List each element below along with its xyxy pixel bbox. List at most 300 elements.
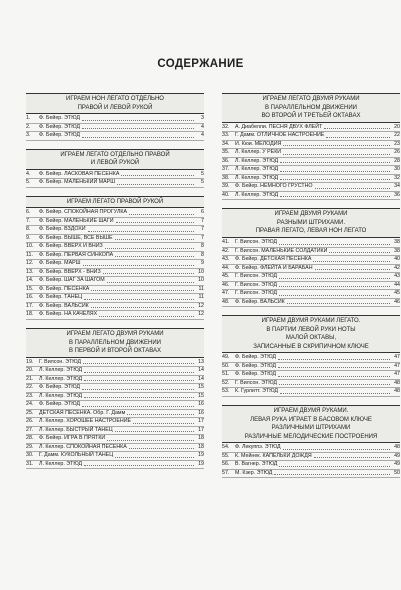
- toc-entry: [222, 175, 400, 184]
- entry-title: Ф. Бейер. ТАНЕЦ: [39, 294, 83, 301]
- entry-page-number: 6: [201, 209, 204, 216]
- entry-title: Ф. Бейер. ШАГ ЗА ШАГОМ: [39, 277, 105, 284]
- entry-page-number: 28: [394, 157, 400, 164]
- toc-entry: [26, 311, 204, 320]
- toc-section: [26, 93, 204, 141]
- entry-title: Ф. Бейер. ВАЛЬСИК: [235, 298, 285, 305]
- entry-page-number: 17: [198, 426, 204, 433]
- entry-title: Ф. Бейер. НА КАЧЕЛЯХ: [39, 311, 98, 318]
- entry-page-number: 44: [394, 281, 400, 288]
- dot-leader: [280, 196, 390, 197]
- toc-entry: [26, 393, 204, 402]
- dot-leader: [82, 406, 194, 407]
- toc-entry: [222, 132, 400, 141]
- entry-page-number: 46: [394, 298, 400, 305]
- entry-title: Ф. Бейер. МАЛЕНЬКИЙ МАРШ: [39, 179, 116, 186]
- dot-leader: [280, 393, 390, 394]
- entry-number: 40.: [222, 191, 230, 198]
- dot-leader: [115, 457, 194, 458]
- entry-title: Л. Келлер. ЭТЮД: [235, 166, 279, 173]
- entry-title: Л. Келлер. ХОРОШЕЕ НАСТРОЕНИЕ: [39, 418, 132, 425]
- toc-entry: [26, 410, 204, 419]
- dot-leader: [324, 128, 390, 129]
- section-title-line: ИГРАЕМ ЛЕГАТО ОТДЕЛЬНО ПРАВОЙ: [60, 151, 170, 158]
- toc-entry: [26, 444, 204, 453]
- section-title-line: В ПАРТИИ ЛЕВОЙ РУКИ НОТЫ: [266, 326, 356, 333]
- toc-entry: [26, 277, 204, 286]
- entry-title: Ф. Бейер. ЭТЮД: [39, 115, 80, 122]
- entry-title: Г. Дамм. ОТЛИЧНОЕ НАСТРОЕНИЕ: [235, 132, 325, 139]
- toc-entry: [222, 453, 400, 462]
- entry-title: Ф. Бейер. ПЕРВАЯ СИНКОПА: [39, 251, 114, 258]
- section-title-line: ЗАПИСАННЫЕ В СКРИПИЧНОМ КЛЮЧЕ: [253, 343, 369, 350]
- entry-page-number: 7: [201, 234, 204, 241]
- entry-page-number: 4: [201, 132, 204, 139]
- toc-entry: [222, 192, 400, 201]
- toc-section: [222, 315, 400, 397]
- dot-leader: [280, 162, 390, 163]
- dot-leader: [133, 423, 194, 424]
- toc-section: [222, 208, 400, 307]
- entry-page-number: 50: [394, 469, 400, 476]
- dot-leader: [82, 120, 194, 121]
- entry-number: 42.: [222, 247, 230, 254]
- section-title-line: РАЗНЫМИ ШТРИХАМИ.: [276, 219, 346, 226]
- toc-section: [26, 328, 204, 469]
- entry-page-number: 49: [394, 461, 400, 468]
- toc-left-column: [26, 93, 204, 477]
- entry-title: Г. Дамм. КУКОЛЬНЫЙ ТАНЕЦ: [39, 452, 114, 459]
- toc-entry: [222, 149, 400, 158]
- section-title: [26, 328, 204, 358]
- entry-number: 11.: [26, 251, 33, 258]
- entry-number: 9.: [26, 234, 31, 241]
- dot-leader: [283, 154, 390, 155]
- entry-page-number: 40: [394, 256, 400, 263]
- entry-page-number: 7: [201, 226, 204, 233]
- section-title: [26, 149, 204, 170]
- section-title-line: ИГРАЕМ ЛЕГАТО ДВУМЯ РУКАМИ: [66, 330, 164, 337]
- entry-number: 28.: [26, 435, 34, 442]
- entry-page-number: 12: [198, 311, 204, 318]
- entry-number: 13.: [26, 268, 34, 275]
- entry-title: Л. Келлер. ЭТЮД: [235, 191, 279, 198]
- entry-number: 39.: [222, 183, 230, 190]
- entry-number: 29.: [26, 443, 34, 450]
- dot-leader: [287, 303, 390, 304]
- entry-number: 45.: [222, 273, 230, 280]
- entry-page-number: 19: [198, 452, 204, 459]
- section-title-line: ПРАВОЙ И ЛЕВОЙ РУКОЙ: [77, 104, 153, 111]
- toc-entry: [222, 290, 400, 299]
- entry-number: 34.: [222, 140, 230, 147]
- toc-entry: [26, 132, 204, 141]
- entry-number: 22.: [26, 384, 34, 391]
- entry-title: Ф. Бейер. ЭТЮД: [39, 401, 80, 408]
- entry-number: 27.: [26, 426, 34, 433]
- toc-entry: [222, 299, 400, 308]
- dot-leader: [279, 384, 390, 385]
- dot-leader: [279, 466, 390, 467]
- entry-number: 44.: [222, 264, 230, 271]
- entry-page-number: 32: [394, 174, 400, 181]
- toc-entry: [26, 435, 204, 444]
- entry-number: 1.: [26, 115, 31, 122]
- entry-title: Л. Келлер. СПОКОЙНАЯ ПЕСЕНКА: [39, 443, 127, 450]
- dot-leader: [279, 244, 390, 245]
- dot-leader: [274, 474, 390, 475]
- entry-title: В. Вагнер. ЭТЮД: [235, 461, 278, 468]
- toc-entry: [222, 388, 400, 397]
- entry-title: Ф. Бейер. СПОКОЙНАЯ ПРОГУЛКА: [39, 209, 128, 216]
- toc-entry: [222, 470, 400, 479]
- entry-title: Г. Вилсон. ЭТЮД: [235, 290, 278, 297]
- dot-leader: [314, 457, 390, 458]
- toc-entry: [222, 166, 400, 175]
- entry-number: 41.: [222, 239, 230, 246]
- entry-title: Г. Вилсон. ЭТЮД: [39, 358, 82, 365]
- toc-section: [26, 149, 204, 188]
- entry-title: Л. Келлер. ЭТЮД: [39, 460, 83, 467]
- entry-page-number: 38: [394, 239, 400, 246]
- dot-leader: [82, 137, 194, 138]
- entry-page-number: 14: [198, 367, 204, 374]
- entry-number: 56.: [222, 461, 230, 468]
- entry-page-number: 47: [394, 362, 400, 369]
- entry-page-number: 5: [201, 179, 204, 186]
- entry-page-number: 8: [201, 243, 204, 250]
- entry-number: 57.: [222, 469, 230, 476]
- section-title-line: ПРАВАЯ ЛЕГАТО, ЛЕВАЯ НОН ЛЕГАТО: [255, 228, 367, 235]
- entry-title: Л. Келлер. ЭТЮД: [235, 174, 279, 181]
- entry-page-number: 42: [394, 264, 400, 271]
- toc-section: [222, 93, 400, 200]
- dot-leader: [280, 171, 390, 172]
- entry-number: 14.: [26, 277, 34, 284]
- section-title-line: ИГРАЕМ ЛЕГАТО ДВУМЯ РУКАМИ: [262, 96, 360, 102]
- toc-entry: [26, 115, 204, 124]
- entry-number: 55.: [222, 452, 230, 459]
- section-title: [222, 208, 400, 238]
- dot-leader: [279, 295, 390, 296]
- toc-entry: [222, 183, 400, 192]
- entry-page-number: 26: [394, 149, 400, 156]
- dot-leader: [280, 179, 390, 180]
- section-title-line: ИГРАЕМ ЛЕГАТО ПРАВОЙ РУКОЙ: [66, 198, 164, 205]
- entry-title: Ф. Бейер. ЛАСКОВАЯ ПЕСЕНКА: [39, 170, 120, 177]
- entry-page-number: 47: [394, 371, 400, 378]
- dot-leader: [127, 414, 194, 415]
- toc-entry: [222, 141, 400, 150]
- dot-leader: [121, 175, 194, 176]
- entry-number: 50.: [222, 362, 230, 369]
- entry-number: 37.: [222, 166, 230, 173]
- section-title-line: ИГРАЕМ ДВУМЯ РУКАМИ ЛЕГАТО.: [261, 318, 361, 325]
- entry-title: Ф. Бейер. ПЕСЕНКА: [39, 285, 90, 292]
- entry-number: 32.: [222, 123, 230, 130]
- entry-page-number: 18: [198, 435, 204, 442]
- entry-number: 36.: [222, 157, 230, 164]
- section-title-line: ИГРАЕМ НОН ЛЕГАТО ОТДЕЛЬНО: [66, 96, 164, 102]
- entry-number: 18.: [26, 311, 34, 318]
- entry-page-number: 49: [394, 452, 400, 459]
- entry-title: Л. Келлер. ЭТЮД: [39, 367, 83, 374]
- entry-number: 33.: [222, 132, 230, 139]
- dot-leader: [82, 389, 194, 390]
- entry-title: М. Кзер. ЭТЮД: [235, 469, 273, 476]
- section-title-line: ИГРАЕМ ДВУМЯ РУКАМИ.: [273, 407, 349, 414]
- entry-title: Ф. Бейер. ВЗДОХИ: [39, 226, 86, 233]
- toc-right-column: [222, 93, 400, 486]
- section-title-line: ЛЕВАЯ РУКА ИГРАЕТ В БАСОВОМ КЛЮЧЕ: [250, 416, 372, 423]
- toc-entry: [222, 124, 400, 133]
- page-title: СОДЕРЖАНИЕ: [157, 58, 244, 70]
- entry-page-number: 14: [198, 375, 204, 382]
- toc-entry: [222, 239, 400, 248]
- entry-number: 38.: [222, 174, 230, 181]
- entry-page-number: 48: [394, 444, 400, 451]
- entry-number: 26.: [26, 418, 34, 425]
- entry-title: А. Диабелли. ПЕСНЯ ДВУХ ФЛЕЙТ: [235, 123, 323, 130]
- toc-entry: [222, 158, 400, 167]
- dot-leader: [103, 273, 194, 274]
- toc-entry: [222, 461, 400, 470]
- dot-leader: [105, 248, 194, 249]
- dot-leader: [84, 372, 194, 373]
- entry-page-number: 4: [201, 123, 204, 130]
- entry-page-number: 18: [198, 443, 204, 450]
- entry-page-number: 34: [394, 183, 400, 190]
- entry-page-number: 17: [198, 418, 204, 425]
- dot-leader: [91, 307, 194, 308]
- entry-page-number: 30: [394, 166, 400, 173]
- entry-page-number: 11: [198, 285, 204, 292]
- dot-leader: [129, 214, 194, 215]
- entry-page-number: 47: [394, 354, 400, 361]
- dot-leader: [278, 359, 390, 360]
- section-title: [222, 93, 400, 123]
- toc-entry: [26, 401, 204, 410]
- entry-number: 10.: [26, 243, 34, 250]
- toc-entry: [222, 380, 400, 389]
- entry-title: Ф. Бейер. ЭТЮД: [235, 371, 276, 378]
- entry-title: К. Гурлитт. ЭТЮД: [235, 388, 278, 395]
- toc-entry: [26, 260, 204, 269]
- entry-title: Ф. Бейер. ИГРА В ПРЯТКИ: [39, 435, 106, 442]
- dot-leader: [83, 265, 194, 266]
- section-title-line: ВО ВТОРОЙ И ТРЕТЬЕЙ ОКТАВАХ: [261, 113, 361, 120]
- entry-number: 17.: [26, 302, 34, 309]
- entry-page-number: 15: [198, 384, 204, 391]
- toc-entry: [26, 452, 204, 461]
- dot-leader: [313, 261, 390, 262]
- dot-leader: [278, 367, 390, 368]
- entry-page-number: 23: [394, 140, 400, 147]
- entry-number: 30.: [26, 452, 34, 459]
- entry-number: 51.: [222, 371, 230, 378]
- dot-leader: [315, 269, 390, 270]
- entry-title: Ф. Бейер. ЭТЮД: [39, 123, 80, 130]
- section-title-line: ИГРАЕМ ДВУМЯ РУКАМИ: [274, 211, 348, 218]
- dot-leader: [117, 184, 194, 185]
- entry-page-number: 10: [198, 277, 204, 284]
- entry-page-number: 11: [198, 294, 204, 301]
- entry-title: Ф. Бейер. НЕМНОГО ГРУСТНО: [235, 183, 313, 190]
- entry-page-number: 15: [198, 392, 204, 399]
- entry-title: Ф. Бейер. ФЛЕЙТА И БАРАБАН: [235, 264, 313, 271]
- entry-number: 6.: [26, 209, 31, 216]
- toc-entry: [222, 248, 400, 257]
- entry-number: 52.: [222, 379, 230, 386]
- entry-number: 25.: [26, 409, 34, 416]
- dot-leader: [99, 316, 194, 317]
- dot-leader: [326, 137, 390, 138]
- toc-entry: [222, 444, 400, 453]
- dot-leader: [283, 145, 390, 146]
- dot-leader: [88, 231, 194, 232]
- toc-entry: [222, 354, 400, 363]
- entry-number: 35.: [222, 149, 230, 156]
- entry-number: 49.: [222, 354, 230, 361]
- toc-entry: [26, 367, 204, 376]
- entry-page-number: 13: [198, 358, 204, 365]
- entry-title: Ф. Бейер. ЭТЮД: [235, 362, 276, 369]
- dot-leader: [279, 286, 390, 287]
- entry-title: Ф. Бейер. ЭТЮД: [39, 132, 80, 139]
- entry-page-number: 48: [394, 379, 400, 386]
- entry-number: 3.: [26, 132, 31, 139]
- toc-entry: [26, 359, 204, 368]
- entry-page-number: 7: [201, 217, 204, 224]
- entry-title: Л. Келлер. У РЕКИ: [235, 149, 282, 156]
- dot-leader: [82, 128, 194, 129]
- entry-title: Л. Келлер. БЫСТРЫЙ ТАНЕЦ: [39, 426, 113, 433]
- entry-number: 8.: [26, 226, 31, 233]
- entry-title: Г. Вилсон. ЭТЮД: [235, 273, 278, 280]
- toc-section: [26, 196, 204, 320]
- entry-title: Л. Келлер. ЭТЮД: [39, 392, 83, 399]
- entry-title: Г. Вилсон. ЭТЮД: [235, 379, 278, 386]
- entry-page-number: 20: [394, 123, 400, 130]
- entry-number: 7.: [26, 217, 31, 224]
- section-title: [26, 196, 204, 209]
- entry-page-number: 38: [394, 247, 400, 254]
- entry-page-number: 19: [198, 460, 204, 467]
- entry-page-number: 12: [198, 302, 204, 309]
- dot-leader: [83, 363, 194, 364]
- entry-title: Ф. Бейер. ВВЕРХ - ВНИЗ: [39, 268, 101, 275]
- entry-title: Ф. Бейер. МАРШ: [39, 260, 81, 267]
- entry-title: Ф. Бейер. ЭТЮД: [235, 354, 276, 361]
- entry-title: К. Мейнек. КАПЕЛЬКИ ДОЖДЯ: [235, 452, 312, 459]
- dot-leader: [107, 440, 194, 441]
- section-title-line: МАЛОЙ ОКТАВЫ,: [285, 335, 337, 342]
- entry-number: 47.: [222, 290, 230, 297]
- entry-title: И. Кюи. МЕЛОДИЯ: [235, 140, 282, 147]
- entry-page-number: 45: [394, 290, 400, 297]
- entry-number: 19.: [26, 358, 34, 365]
- entry-number: 12.: [26, 260, 34, 267]
- dot-leader: [84, 299, 194, 300]
- toc-entry: [222, 273, 400, 282]
- toc-entry: [26, 427, 204, 436]
- toc-entry: [26, 179, 204, 188]
- entry-page-number: 3: [201, 115, 204, 122]
- entry-number: 5.: [26, 179, 31, 186]
- dot-leader: [283, 449, 390, 450]
- section-title-line: РАЗЛИЧНЫМИ ШТРИХАМИ: [271, 425, 351, 432]
- toc-section: [222, 405, 400, 478]
- entry-page-number: 8: [201, 251, 204, 258]
- toc-entry: [26, 243, 204, 252]
- entry-number: 15.: [26, 285, 34, 292]
- toc-entry: [26, 384, 204, 393]
- entry-number: 53.: [222, 388, 230, 395]
- entry-title: Ф. Бейер. ВАЛЬСИК: [39, 302, 89, 309]
- entry-title: Г. Вилсон. МАЛЕНЬКИЕ СОЛДАТИКИ: [235, 247, 328, 254]
- section-title: [222, 315, 400, 353]
- entry-number: 2.: [26, 123, 31, 130]
- entry-page-number: 5: [201, 170, 204, 177]
- toc-entry: [26, 461, 204, 470]
- dot-leader: [84, 397, 194, 398]
- entry-title: Ф. Бейер. ВЫШЕ, ВСЕ ВЫШЕ: [39, 234, 113, 241]
- entry-number: 24.: [26, 401, 34, 408]
- toc-entry: [26, 376, 204, 385]
- entry-title: Ф. Бейер. МАЛЕНЬКИЕ ШАГИ: [39, 217, 114, 224]
- entry-title: Г. Вилсон. ЭТЮД: [235, 281, 278, 288]
- entry-title: Ф. Бейер. ДЕТСКАЯ ПЕСЕНКА: [235, 256, 312, 263]
- entry-title: Л. Келлер. ЭТЮД: [235, 157, 279, 164]
- entry-page-number: 22: [394, 132, 400, 139]
- section-title: [222, 405, 400, 443]
- entry-number: 16.: [26, 294, 34, 301]
- section-title: [26, 93, 204, 114]
- toc-entry: [222, 256, 400, 265]
- entry-page-number: 36: [394, 191, 400, 198]
- toc-entry: [26, 418, 204, 427]
- dot-leader: [116, 222, 194, 223]
- entry-number: 20.: [26, 367, 34, 374]
- toc-entry: [26, 226, 204, 235]
- toc-entry: [222, 282, 400, 291]
- entry-number: 48.: [222, 298, 230, 305]
- dot-leader: [115, 256, 194, 257]
- dot-leader: [91, 290, 194, 291]
- dot-leader: [278, 376, 390, 377]
- entry-number: 31.: [26, 460, 34, 467]
- entry-title: Ф. Бейер. ЭТЮД: [39, 384, 80, 391]
- entry-number: 4.: [26, 170, 31, 177]
- dot-leader: [107, 282, 194, 283]
- dot-leader: [129, 448, 194, 449]
- dot-leader: [329, 252, 390, 253]
- section-title-line: РАЗЛИЧНЫЕ МЕЛОДИЧЕСКИЕ ПОСТРОЕНИЯ: [244, 433, 378, 440]
- toc-entry: [222, 371, 400, 380]
- entry-number: 46.: [222, 281, 230, 288]
- entry-page-number: 48: [394, 388, 400, 395]
- section-title-line: И ЛЕВОЙ РУКОЙ: [90, 160, 140, 167]
- dot-leader: [279, 278, 390, 279]
- entry-page-number: 9: [201, 260, 204, 267]
- section-title-line: В ПЕРВОЙ И ВТОРОЙ ОКТАВАХ: [68, 348, 162, 355]
- dot-leader: [84, 465, 194, 466]
- entry-title: Ф. Лекуппэ. ЭТЮД: [235, 444, 281, 451]
- entry-title: Г. Вилсон. ЭТЮД: [235, 239, 278, 246]
- entry-page-number: 16: [198, 401, 204, 408]
- entry-number: 23.: [26, 392, 34, 399]
- entry-number: 54.: [222, 444, 230, 451]
